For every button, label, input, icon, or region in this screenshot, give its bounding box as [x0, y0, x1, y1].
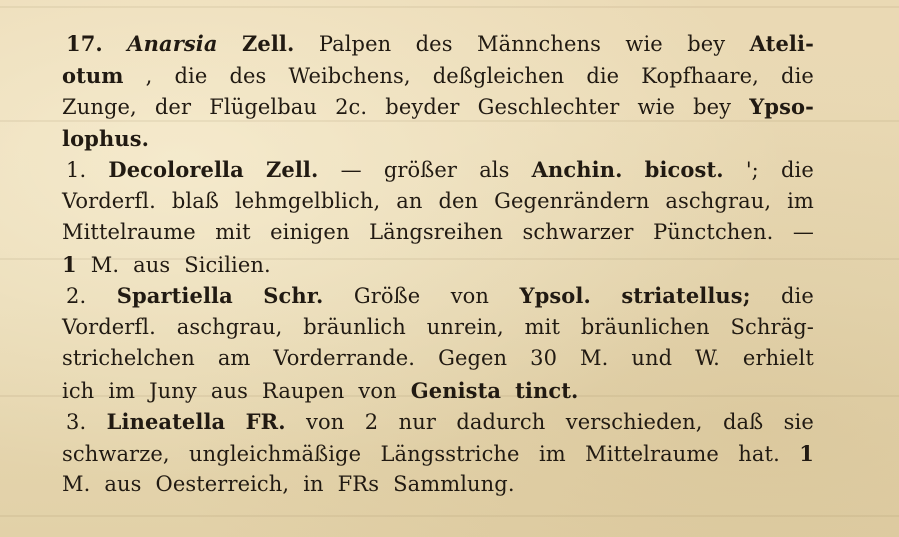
text-line: [62, 343, 814, 375]
word: Raupen: [262, 378, 345, 403]
word: Ypsol.: [519, 283, 591, 308]
word: lophus.: [62, 125, 150, 151]
word: von: [306, 410, 345, 434]
word: als: [479, 158, 510, 182]
word: Längsreihen: [369, 220, 504, 244]
word: die: [586, 63, 620, 88]
word: des: [229, 63, 267, 88]
word: Anchin.: [531, 157, 623, 182]
word: Schräg-: [730, 314, 814, 339]
word: mit: [524, 314, 561, 339]
word: daß: [722, 410, 764, 434]
word: größer: [383, 158, 458, 182]
word: Zell.: [241, 31, 295, 56]
word: striatellus;: [621, 283, 751, 308]
word: Ateli-: [749, 31, 814, 56]
word: ungleichmäßige: [189, 441, 362, 466]
word: Kopfhaare,: [641, 63, 759, 88]
word: 1: [62, 251, 77, 277]
word: Zell.: [265, 157, 319, 182]
word: Männchens: [476, 32, 601, 56]
word: ';: [745, 158, 759, 182]
word: bräunlichen: [580, 314, 710, 339]
word: 2: [364, 410, 379, 434]
word: Geschlechter: [477, 95, 620, 119]
paragraph-3-lineatella: [62, 406, 814, 501]
paragraph-2-spartiella: [62, 280, 814, 406]
text-line: [62, 154, 814, 186]
word: die: [781, 158, 814, 182]
word: ,: [145, 63, 153, 88]
word: W.: [695, 346, 720, 370]
word: bräunlich: [303, 314, 406, 339]
text-line: [62, 280, 814, 312]
text-line: [62, 438, 814, 470]
word: bey: [693, 95, 732, 119]
word: Sicilien.: [184, 252, 271, 277]
word: Genista: [410, 377, 502, 403]
text-line: [62, 28, 814, 60]
word: FR.: [245, 409, 286, 434]
word: von: [358, 378, 397, 403]
word: Mittelraume: [62, 220, 196, 244]
word: —: [792, 220, 814, 244]
word: und: [631, 346, 673, 370]
word: Zunge,: [62, 95, 137, 119]
paragraph-17-anarsia: [62, 28, 814, 154]
word: Juny: [149, 378, 197, 403]
word: Sammlung.: [393, 472, 515, 496]
word: Pünctchen.: [653, 220, 774, 244]
word: —: [340, 158, 362, 182]
word: 1.: [66, 158, 87, 182]
word: bey: [687, 32, 726, 56]
word: Vorderrande.: [273, 346, 416, 370]
word: verschieden,: [565, 410, 703, 434]
word: Längsstriche: [380, 441, 520, 466]
word: bicost.: [644, 157, 724, 182]
word: im: [787, 188, 814, 213]
text-line: [62, 123, 814, 155]
word: den: [438, 188, 479, 213]
word: 2.: [66, 284, 87, 308]
text-line: [62, 217, 814, 249]
word: des: [415, 32, 453, 56]
word: blaß: [171, 188, 219, 213]
word: M.: [580, 346, 609, 370]
text-line: [62, 60, 814, 92]
word: 3.: [66, 410, 87, 434]
word: im: [108, 378, 136, 403]
word: Größe: [353, 284, 421, 308]
word: Mittelraume: [585, 441, 719, 466]
word: Vorderfl.: [62, 188, 156, 213]
text-line: [62, 406, 814, 438]
word: strichelchen: [62, 346, 195, 370]
word: schwarze,: [62, 441, 170, 466]
word: 1: [799, 440, 814, 466]
word: Palpen: [318, 32, 392, 56]
word: die: [174, 63, 208, 88]
word: mit: [215, 220, 251, 244]
text-line: [62, 91, 814, 123]
text-line: [62, 312, 814, 344]
word: FRs: [337, 472, 380, 496]
word: ich: [62, 378, 95, 403]
word: Ypso-: [749, 94, 814, 119]
word: M.: [62, 472, 91, 496]
word: Decolorella: [108, 157, 244, 182]
word: Spartiella: [116, 283, 233, 308]
word: Anarsia: [127, 31, 218, 56]
word: dadurch: [456, 410, 546, 434]
word: aus: [210, 378, 249, 403]
word: otum: [62, 62, 124, 88]
word: die: [781, 284, 814, 308]
word: 30: [530, 346, 558, 370]
word: lehmgelblich,: [234, 188, 381, 213]
word: beyder: [385, 95, 460, 119]
word: erhielt: [742, 346, 814, 370]
word: aus: [133, 252, 171, 277]
word: die: [781, 63, 814, 88]
paragraph-1-decolorella: [62, 154, 814, 280]
word: im: [538, 441, 566, 466]
word: Vorderfl.: [62, 314, 156, 339]
word: Gegenrändern: [494, 188, 650, 213]
word: Flügelbau: [209, 95, 317, 119]
word: Schr.: [263, 283, 324, 308]
word: am: [217, 346, 251, 370]
word: in: [303, 472, 324, 496]
word: tinct.: [515, 377, 579, 403]
word: Lineatella: [106, 409, 226, 434]
word: an: [396, 188, 423, 213]
word: der: [154, 95, 192, 119]
word: sie: [783, 410, 814, 434]
word: Weibchens,: [288, 63, 411, 88]
word: 17.: [66, 31, 103, 56]
word: aschgrau,: [176, 314, 283, 339]
word: deßgleichen: [432, 63, 565, 88]
text-line: [62, 186, 814, 218]
word: M.: [90, 252, 120, 277]
page-text: [62, 28, 814, 501]
text-line: [62, 249, 814, 281]
word: schwarzer: [522, 220, 634, 244]
text-line: [62, 375, 814, 407]
word: Oesterreich,: [155, 472, 290, 496]
word: unrein,: [426, 314, 504, 339]
word: nur: [398, 410, 436, 434]
word: wie: [625, 32, 663, 56]
word: aus: [104, 472, 142, 496]
word: 2c.: [335, 95, 368, 119]
word: wie: [637, 95, 675, 119]
word: einigen: [270, 220, 350, 244]
word: Gegen: [438, 346, 508, 370]
text-line: [62, 469, 814, 501]
word: von: [450, 284, 490, 308]
word: aschgrau,: [665, 188, 772, 213]
word: hat.: [738, 441, 780, 466]
